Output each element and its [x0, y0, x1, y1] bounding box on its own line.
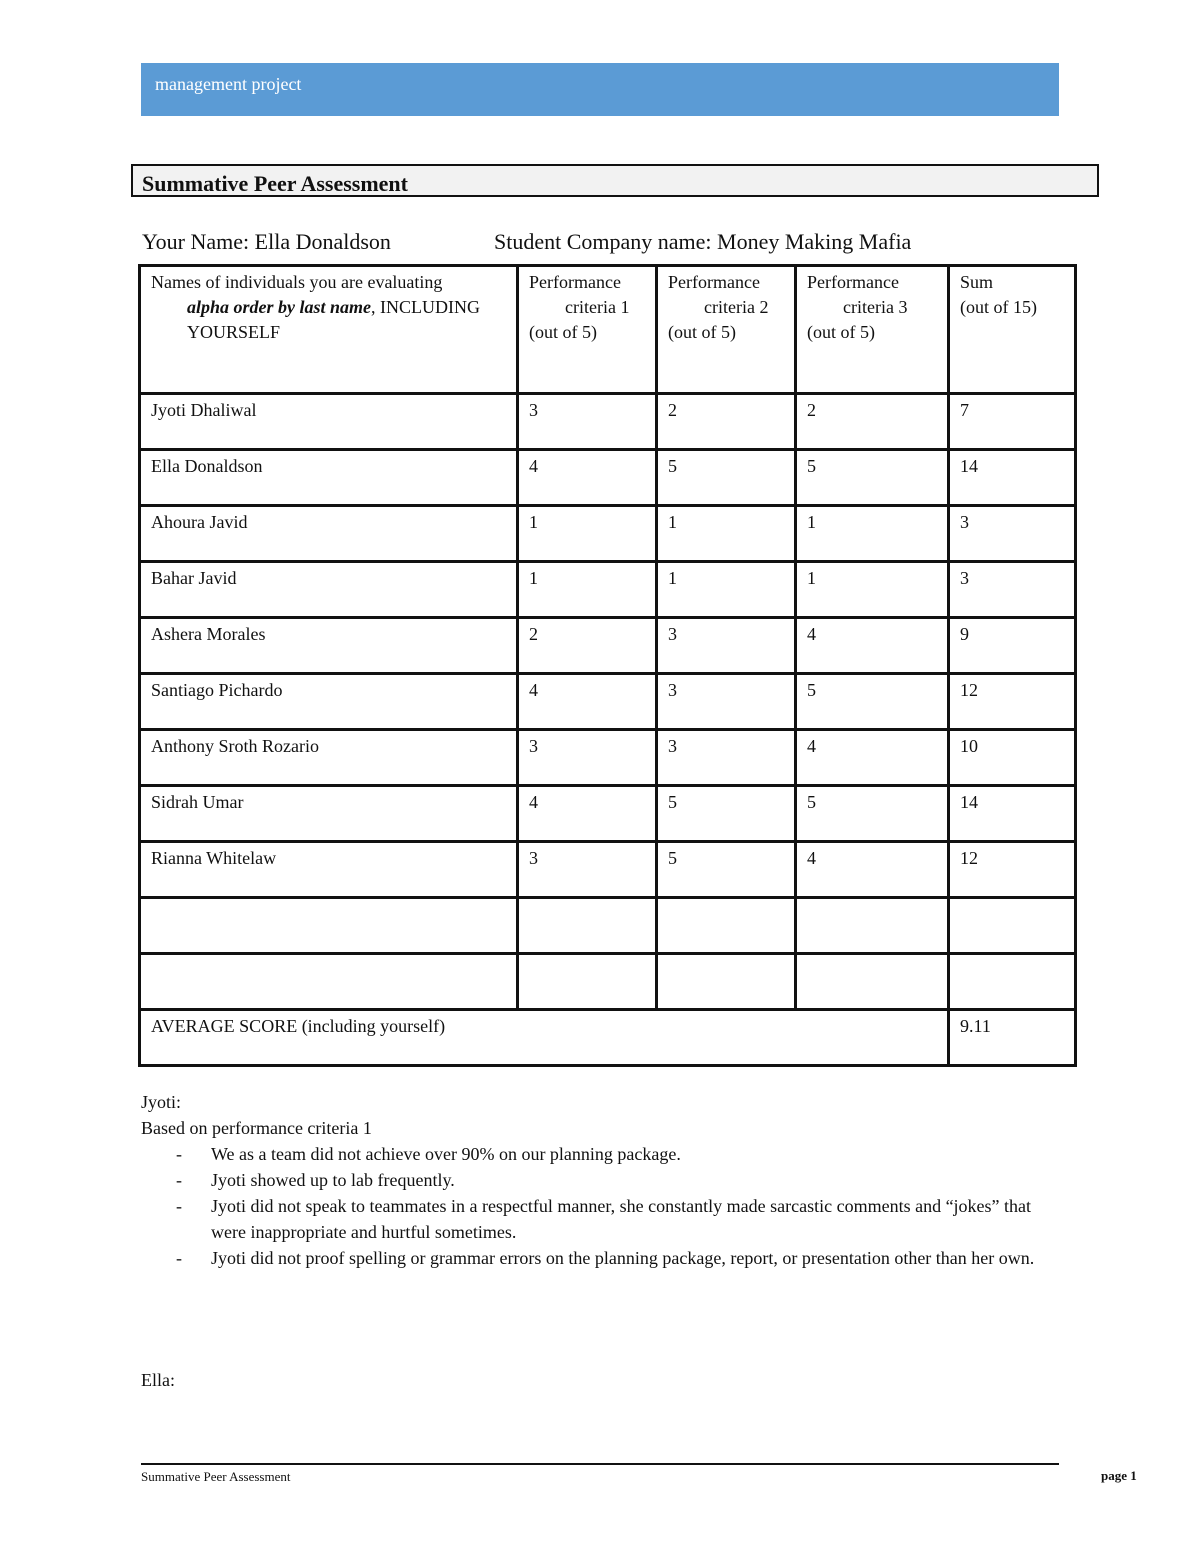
cell-sum: 3 [949, 506, 1076, 562]
table-row [140, 674, 1076, 730]
cell-sum [949, 898, 1076, 954]
cell-name: Ahoura Javid [140, 506, 518, 562]
cell-criteria-1: 3 [518, 842, 657, 898]
cell-criteria-3: 4 [796, 618, 949, 674]
table-row [140, 730, 1076, 786]
cell-name [140, 898, 518, 954]
list-item: - Jyoti showed up to lab frequently. [141, 1167, 1051, 1193]
list-item: - We as a team did not achieve over 90% on our planning package. [141, 1141, 1051, 1167]
cell-criteria-3: 2 [796, 394, 949, 450]
cell-criteria-1: 4 [518, 786, 657, 842]
cell-sum: 12 [949, 674, 1076, 730]
cell-criteria-3: 4 [796, 730, 949, 786]
comment-list [141, 1141, 1051, 1271]
header-criteria-1: Performance criteria 1 (out of 5) [518, 266, 657, 394]
cell-criteria-1: 2 [518, 618, 657, 674]
average-row [140, 1010, 1076, 1066]
assessment-table [138, 264, 1077, 1067]
table-header-row [140, 266, 1076, 394]
cell-criteria-2: 2 [657, 394, 796, 450]
table-row [140, 506, 1076, 562]
list-item: - Jyoti did not proof spelling or grammar errors on the planning package, report, or presentation other than her own. [141, 1245, 1051, 1271]
cell-name: Ashera Morales [140, 618, 518, 674]
cell-sum [949, 954, 1076, 1010]
header-criteria-3: Performance criteria 3 (out of 5) [796, 266, 949, 394]
cell-criteria-1 [518, 954, 657, 1010]
footer-divider [141, 1463, 1059, 1465]
table-row-empty [140, 898, 1076, 954]
cell-criteria-3 [796, 954, 949, 1010]
table-row [140, 450, 1076, 506]
cell-sum: 7 [949, 394, 1076, 450]
project-label: management project [155, 74, 302, 94]
comments-section [141, 1089, 1051, 1271]
average-label: AVERAGE SCORE (including yourself) [140, 1010, 949, 1066]
cell-sum: 14 [949, 786, 1076, 842]
cell-name: Rianna Whitelaw [140, 842, 518, 898]
criteria-line: Based on performance criteria 1 [141, 1118, 372, 1138]
cell-criteria-1: 1 [518, 506, 657, 562]
cell-criteria-2: 1 [657, 562, 796, 618]
cell-criteria-2: 3 [657, 674, 796, 730]
cell-criteria-1 [518, 898, 657, 954]
cell-criteria-3: 4 [796, 842, 949, 898]
company-name: Student Company name: Money Making Mafia [494, 229, 912, 254]
cell-criteria-2: 3 [657, 618, 796, 674]
cell-criteria-2: 5 [657, 450, 796, 506]
cell-name: Bahar Javid [140, 562, 518, 618]
cell-name: Santiago Pichardo [140, 674, 518, 730]
cell-criteria-2: 3 [657, 730, 796, 786]
title-box [131, 164, 1099, 197]
cell-criteria-3 [796, 898, 949, 954]
cell-name [140, 954, 518, 1010]
jyoti-heading: Jyoti: [141, 1092, 182, 1112]
table-row-empty [140, 954, 1076, 1010]
cell-criteria-2 [657, 954, 796, 1010]
list-item: - Jyoti did not speak to teammates in a respectful manner, she constantly made sarcastic comments and “jokes” that were inappropriate and hurtful sometimes. [141, 1193, 1051, 1245]
average-value: 9.11 [949, 1010, 1076, 1066]
cell-criteria-2: 5 [657, 786, 796, 842]
cell-name: Anthony Sroth Rozario [140, 730, 518, 786]
page-title: Summative Peer Assessment [142, 171, 408, 196]
table-row [140, 394, 1076, 450]
table-row [140, 786, 1076, 842]
cell-criteria-3: 5 [796, 674, 949, 730]
cell-criteria-3: 1 [796, 562, 949, 618]
cell-criteria-3: 5 [796, 450, 949, 506]
cell-sum: 3 [949, 562, 1076, 618]
cell-name: Ella Donaldson [140, 450, 518, 506]
table-row [140, 562, 1076, 618]
cell-criteria-1: 4 [518, 450, 657, 506]
footer-title: Summative Peer Assessment [141, 1469, 291, 1484]
cell-criteria-2: 1 [657, 506, 796, 562]
header-names: Names of individuals you are evaluating alpha order by last name, INCLUDING YOURSELF [140, 266, 518, 394]
cell-criteria-1: 3 [518, 394, 657, 450]
cell-criteria-1: 1 [518, 562, 657, 618]
cell-criteria-2: 5 [657, 842, 796, 898]
header-band [141, 63, 1059, 116]
cell-sum: 10 [949, 730, 1076, 786]
cell-name: Jyoti Dhaliwal [140, 394, 518, 450]
table-row [140, 618, 1076, 674]
your-name: Your Name: Ella Donaldson [142, 229, 391, 254]
page-number: page 1 [1101, 1468, 1137, 1483]
table-row [140, 842, 1076, 898]
cell-criteria-3: 1 [796, 506, 949, 562]
cell-criteria-1: 4 [518, 674, 657, 730]
cell-criteria-3: 5 [796, 786, 949, 842]
header-sum: Sum (out of 15) [949, 266, 1076, 394]
cell-name: Sidrah Umar [140, 786, 518, 842]
ella-heading: Ella: [141, 1370, 175, 1390]
cell-sum: 12 [949, 842, 1076, 898]
cell-criteria-1: 3 [518, 730, 657, 786]
cell-criteria-2 [657, 898, 796, 954]
cell-sum: 9 [949, 618, 1076, 674]
header-criteria-2: Performance criteria 2 (out of 5) [657, 266, 796, 394]
cell-sum: 14 [949, 450, 1076, 506]
